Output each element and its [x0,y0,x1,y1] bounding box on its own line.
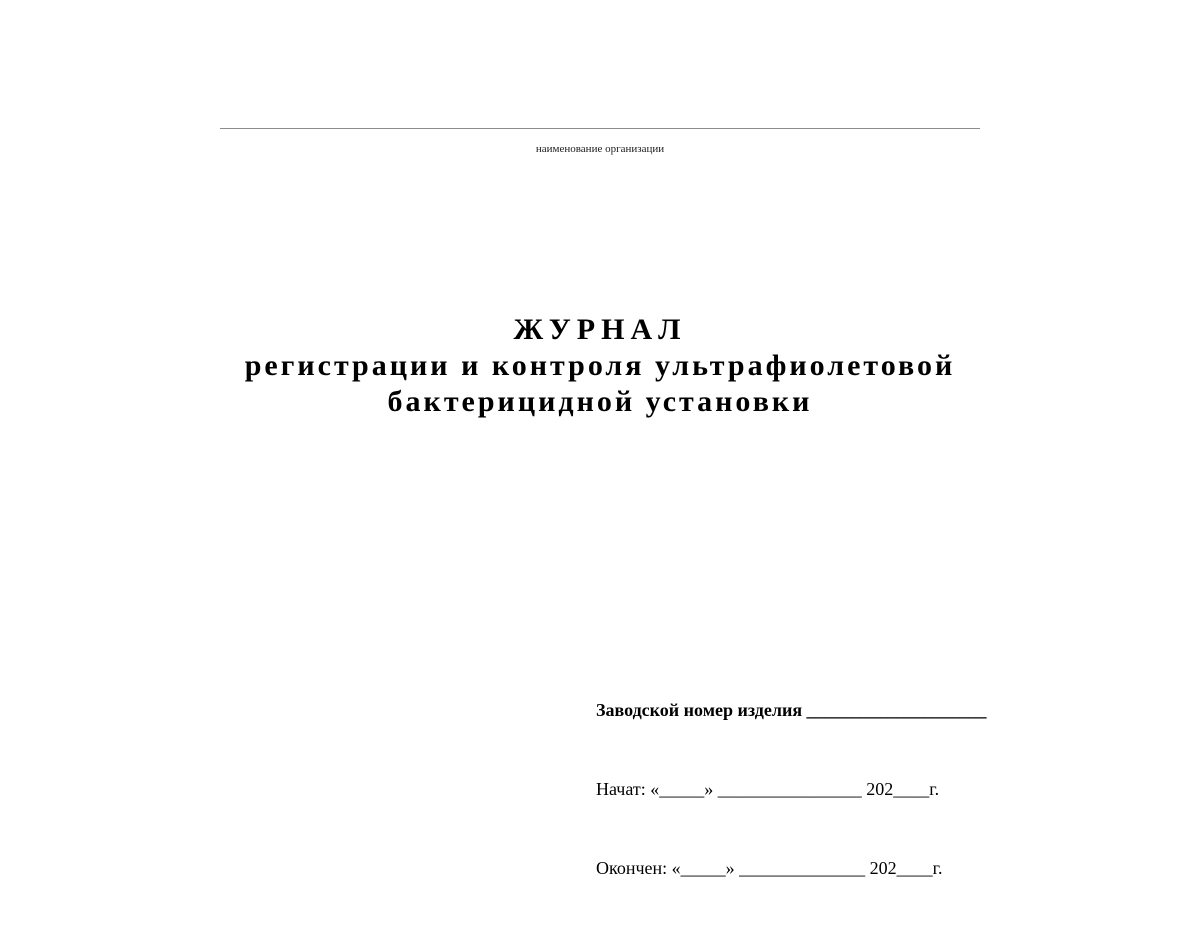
journal-fields [596,655,987,936]
journal-title [0,312,1200,420]
serial-number-field: Заводской номер изделия ____________________ [596,700,987,720]
finished-date-field: Окончен: «_____» ______________ 202____г. [596,858,943,878]
organization-name-line [220,128,980,129]
title-line-2: регистрации и контроля ультрафиолетовой [244,349,956,382]
title-main: ЖУРНАЛ [513,313,687,346]
organization-caption: наименование организации [535,143,665,155]
started-date-field: Начат: «_____» ________________ 202____г. [596,779,940,799]
title-line-3: бактерицидной установки [387,385,813,418]
